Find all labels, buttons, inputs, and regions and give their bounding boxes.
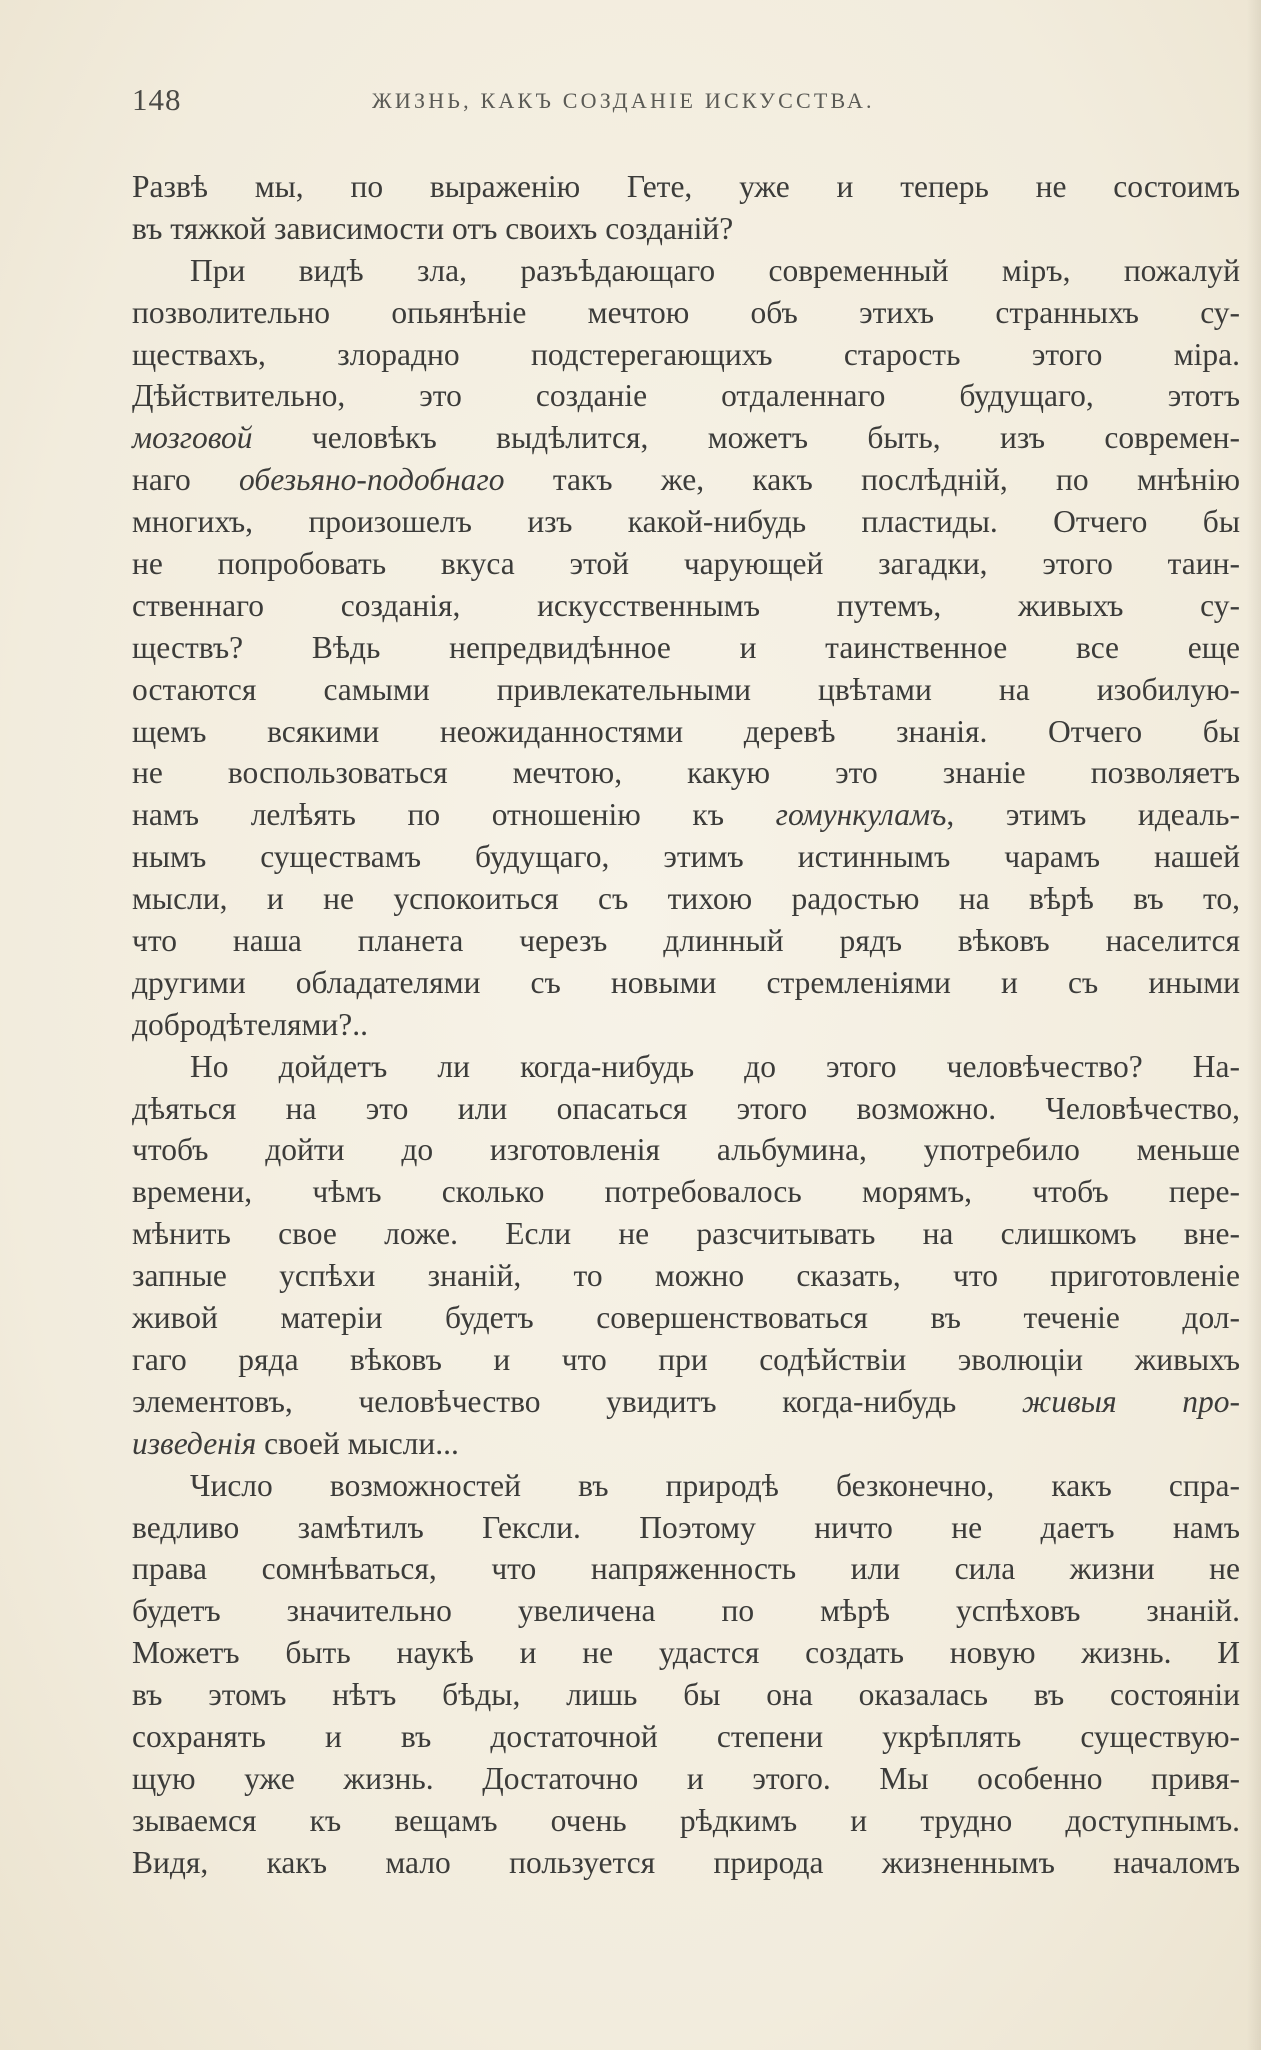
text-segment: гаго ряда вѣковъ и что при содѣйствіи эволюціи живыхъ bbox=[132, 1341, 1240, 1377]
text-segment: человѣкъ выдѣлится, можетъ быть, изъ современ- bbox=[252, 420, 1240, 456]
text-segment: , этимъ идеаль- bbox=[946, 797, 1240, 833]
text-segment: При видѣ зла, разъѣдающаго современный міръ, пожалуй bbox=[190, 252, 1240, 288]
text-segment: остаются самыми привлекательными цвѣтами на изобилую- bbox=[132, 671, 1240, 707]
text-line bbox=[132, 794, 1240, 836]
italic-text: живыя про- bbox=[1021, 1383, 1240, 1419]
text-line bbox=[132, 627, 1240, 669]
text-line bbox=[132, 669, 1240, 711]
text-line bbox=[132, 543, 1240, 585]
text-line bbox=[132, 1632, 1240, 1674]
text-segment: живой матеріи будетъ совершенствоваться въ теченіе дол- bbox=[132, 1300, 1240, 1336]
text-segment: что наша планета черезъ длинный рядъ вѣковъ населится bbox=[132, 923, 1240, 959]
italic-text: гомункуламъ bbox=[775, 797, 947, 833]
page-header bbox=[132, 82, 1247, 122]
text-segment: нымъ существамъ будущаго, этимъ истиннымъ чарамъ нашей bbox=[132, 839, 1240, 875]
text-line bbox=[132, 375, 1240, 417]
text-segment: сохранять и въ достаточной степени укрѣплять существую- bbox=[132, 1718, 1240, 1754]
text-segment: мысли, и не успокоиться съ тихою радостью на вѣрѣ въ то, bbox=[132, 881, 1240, 917]
text-line bbox=[132, 459, 1240, 501]
text-line bbox=[132, 1088, 1240, 1130]
text-segment: Дѣйствительно, это созданіе отдаленнаго будущаго, этотъ bbox=[132, 378, 1240, 414]
text-segment: другими обладателями съ новыми стремленіями и съ иными bbox=[132, 964, 1240, 1000]
text-line bbox=[132, 166, 1240, 208]
text-segment: элементовъ, человѣчество увидитъ когда-нибудь bbox=[132, 1383, 1022, 1419]
text-segment: ществъ? Вѣдь непредвидѣнное и таинственное все еще bbox=[132, 629, 1240, 665]
text-segment: въ этомъ нѣтъ бѣды, лишь бы она оказалась въ состояніи bbox=[132, 1677, 1240, 1713]
text-segment: многихъ, произошелъ изъ какой-нибудь пластиды. Отчего бы bbox=[132, 504, 1240, 540]
text-line bbox=[132, 1548, 1240, 1590]
text-segment: своей мысли... bbox=[256, 1425, 459, 1461]
text-segment: Развѣ мы, по выраженію Гете, уже и теперь не состоимъ bbox=[132, 169, 1240, 204]
text-line bbox=[132, 417, 1240, 459]
text-segment: такъ же, какъ послѣдній, по мнѣнію bbox=[504, 462, 1240, 498]
page-edge-shadow bbox=[1247, 0, 1261, 2050]
text-line bbox=[132, 1129, 1240, 1171]
text-segment: щемъ всякими неожиданностями деревѣ знанія. Отчего бы bbox=[132, 713, 1240, 749]
text-line bbox=[132, 711, 1240, 753]
text-line bbox=[132, 1339, 1240, 1381]
text-segment: права сомнѣваться, что напряженность или сила жизни не bbox=[132, 1551, 1240, 1587]
text-line bbox=[132, 962, 1240, 1004]
text-line bbox=[132, 334, 1240, 376]
text-segment: Видя, какъ мало пользуется природа жизненнымъ началомъ bbox=[132, 1844, 1240, 1880]
text-segment: времени, чѣмъ сколько потребовалось морямъ, чтобъ пере- bbox=[132, 1174, 1240, 1210]
text-line bbox=[132, 1423, 1240, 1465]
text-segment: щую уже жизнь. Достаточно и этого. Мы особенно привя- bbox=[132, 1760, 1240, 1796]
italic-text: изведенія bbox=[132, 1425, 257, 1461]
page-number: 148 bbox=[132, 82, 182, 117]
text-line bbox=[132, 501, 1240, 543]
text-line bbox=[132, 1381, 1240, 1423]
text-segment: не попробовать вкуса этой чарующей загадки, этого таин- bbox=[132, 546, 1240, 582]
text-segment: Но дойдетъ ли когда-нибудь до этого человѣчество? На- bbox=[190, 1048, 1240, 1084]
text-segment: дѣяться на это или опасаться этого возможно. Человѣчество, bbox=[132, 1090, 1240, 1126]
text-line bbox=[132, 1842, 1240, 1884]
text-line bbox=[132, 1758, 1240, 1800]
text-line bbox=[132, 836, 1240, 878]
text-line bbox=[132, 1171, 1240, 1213]
text-line bbox=[132, 1213, 1240, 1255]
text-segment: позволительно опьянѣніе мечтою объ этихъ странныхъ су- bbox=[132, 294, 1240, 330]
body-text bbox=[132, 166, 1240, 1884]
text-segment: въ тяжкой зависимости отъ своихъ созданій? bbox=[132, 210, 734, 246]
text-line bbox=[132, 1465, 1240, 1507]
text-segment: намъ лелѣять по отношенію къ bbox=[132, 797, 776, 833]
text-line bbox=[132, 1004, 1240, 1046]
text-segment: мѣнить свое ложе. Если не разсчитывать на слишкомъ вне- bbox=[132, 1216, 1240, 1252]
text-line bbox=[132, 1255, 1240, 1297]
text-segment: ственнаго созданія, искусственнымъ путемъ, живыхъ су- bbox=[132, 587, 1240, 623]
text-line bbox=[132, 1297, 1240, 1339]
text-segment: добродѣтелями?.. bbox=[132, 1006, 369, 1042]
italic-text: мозговой bbox=[132, 420, 253, 456]
text-line bbox=[132, 752, 1240, 794]
text-line bbox=[132, 292, 1240, 334]
text-segment: зываемся къ вещамъ очень рѣдкимъ и трудно доступнымъ. bbox=[132, 1802, 1240, 1838]
text-line bbox=[132, 1674, 1240, 1716]
text-segment: чтобъ дойти до изготовленія альбумина, употребило меньше bbox=[132, 1132, 1240, 1168]
text-line bbox=[132, 1590, 1240, 1632]
text-line bbox=[132, 585, 1240, 627]
text-segment: запные успѣхи знаній, то можно сказать, что приготовленіе bbox=[132, 1258, 1240, 1294]
text-segment: ведливо замѣтилъ Гексли. Поэтому ничто не даетъ намъ bbox=[132, 1509, 1240, 1545]
text-segment: ществахъ, злорадно подстерегающихъ старость этого міра. bbox=[132, 336, 1240, 372]
italic-text: обезьяно-подобнаго bbox=[239, 462, 505, 498]
running-title: ЖИЗНЬ, КАКЪ СОЗДАНІЕ ИСКУССТВА. bbox=[372, 88, 875, 113]
text-line bbox=[132, 1716, 1240, 1758]
text-line bbox=[132, 1507, 1240, 1549]
text-line bbox=[132, 250, 1240, 292]
text-segment: не воспользоваться мечтою, какую это знаніе позволяетъ bbox=[132, 755, 1240, 791]
text-segment: будетъ значительно увеличена по мѣрѣ успѣховъ знаній. bbox=[132, 1593, 1240, 1629]
text-line bbox=[132, 208, 1240, 250]
text-segment: Число возможностей въ природѣ безконечно, какъ спра- bbox=[190, 1467, 1240, 1503]
text-segment: наго bbox=[132, 462, 240, 498]
text-line bbox=[132, 1800, 1240, 1842]
text-line bbox=[132, 1046, 1240, 1088]
text-line bbox=[132, 878, 1240, 920]
text-segment: Можетъ быть наукѣ и не удастся создать новую жизнь. И bbox=[132, 1635, 1240, 1671]
text-line bbox=[132, 920, 1240, 962]
